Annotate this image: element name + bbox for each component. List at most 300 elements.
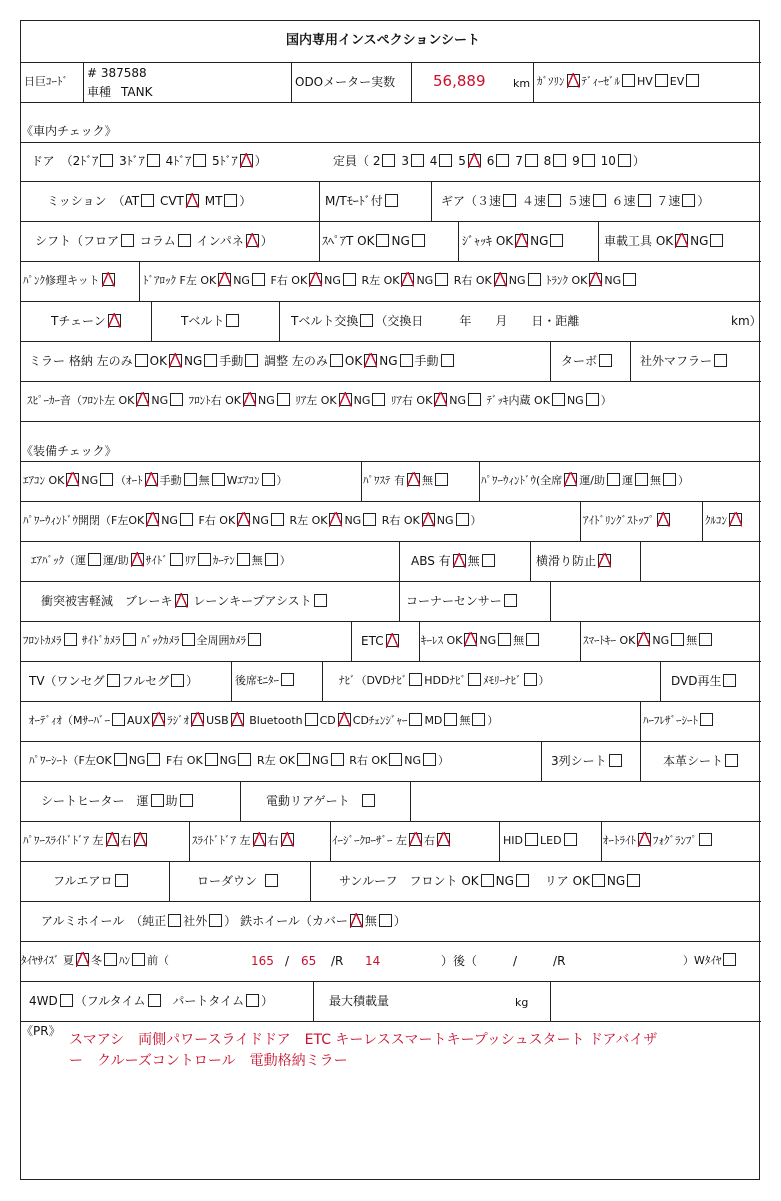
- shift-label: シフト（フロア: [35, 234, 120, 248]
- rule: [21, 102, 761, 103]
- tailgate-checkbox[interactable]: [362, 794, 375, 807]
- rule: [21, 341, 761, 342]
- speaker-rl-label: ﾘｱ左 OK: [295, 394, 337, 407]
- door-2-checkbox[interactable]: [100, 154, 113, 167]
- none-label: 無: [686, 634, 698, 647]
- rule: [21, 901, 761, 902]
- hid-checkbox[interactable]: [525, 833, 538, 846]
- navi-memory-checkbox[interactable]: [524, 673, 537, 686]
- collision-checkbox[interactable]: [175, 594, 188, 607]
- audio-aux-checkbox[interactable]: [152, 713, 165, 726]
- spare-ng-checkbox[interactable]: [412, 234, 425, 247]
- pw-rr-ng-checkbox[interactable]: [456, 513, 469, 526]
- tchain-row: [51, 313, 123, 329]
- rule: [541, 741, 542, 781]
- mission-at-checkbox[interactable]: [141, 194, 154, 207]
- parttime-checkbox[interactable]: [246, 994, 259, 1007]
- rule: [640, 741, 641, 781]
- fourwd-label: 4WD: [29, 994, 58, 1008]
- rule: [411, 62, 412, 102]
- capacity-6-checkbox[interactable]: [496, 154, 509, 167]
- jack-ng-checkbox[interactable]: [550, 234, 563, 247]
- aircon-label: ｴｱｺﾝ OK: [23, 474, 65, 487]
- easy-closer-row: [332, 833, 452, 849]
- capacity-4-checkbox[interactable]: [439, 154, 452, 167]
- ng-label: NG: [604, 274, 622, 287]
- seat-heater-driver-checkbox[interactable]: [151, 794, 164, 807]
- rear-monitor-label: 後席ﾓﾆﾀｰ: [235, 674, 279, 687]
- rear-monitor-row: [235, 673, 296, 689]
- trunk-ng-checkbox[interactable]: [623, 273, 636, 286]
- rule: [21, 261, 761, 262]
- tire-winter-label: 冬: [91, 954, 102, 967]
- pw-rl-label: R左 OK: [289, 514, 328, 527]
- smartkey-none-checkbox[interactable]: [699, 633, 712, 646]
- airbag-none-checkbox[interactable]: [265, 553, 278, 566]
- trunk-ok-checkbox[interactable]: [589, 273, 602, 286]
- right-label: 右: [120, 834, 132, 847]
- tbelt-exchange-row: [291, 313, 579, 329]
- fuel-row: [537, 74, 701, 90]
- mirror-fold-ok-checkbox[interactable]: [169, 354, 182, 367]
- cruise-checkbox[interactable]: [729, 513, 742, 526]
- mirror-adjust-ok-checkbox[interactable]: [364, 354, 377, 367]
- sunroof-front-ok-checkbox[interactable]: [481, 874, 494, 887]
- rule: [319, 181, 320, 221]
- fourwd-checkbox[interactable]: [60, 994, 73, 1007]
- mission-cvt-checkbox[interactable]: [186, 194, 199, 207]
- wheel-row: [41, 913, 406, 929]
- gear-7-checkbox[interactable]: [682, 194, 695, 207]
- w-tire-label: ）Wﾀｲﾔ: [683, 954, 722, 967]
- pw-fr-label: F右 OK: [198, 514, 236, 527]
- smartkey-ok-checkbox[interactable]: [637, 633, 650, 646]
- doorlock-fl-ng-checkbox[interactable]: [252, 273, 265, 286]
- rule: [21, 661, 761, 662]
- ng-label: NG: [690, 234, 709, 248]
- pseat-fr-ng-checkbox[interactable]: [238, 753, 251, 766]
- power-steering-none-checkbox[interactable]: [435, 473, 448, 486]
- ng-label: NG: [416, 274, 434, 287]
- rule: [21, 741, 761, 742]
- none-label: 無: [459, 714, 471, 727]
- alumi-genuine-checkbox[interactable]: [168, 914, 181, 927]
- navi-dvd-checkbox[interactable]: [409, 673, 422, 686]
- ng-label: NG: [344, 514, 362, 527]
- pw-rl-ng-checkbox[interactable]: [363, 513, 376, 526]
- tchain-checkbox[interactable]: [108, 314, 121, 327]
- lowdown-checkbox[interactable]: [265, 874, 278, 887]
- right-label: 右: [267, 834, 279, 847]
- tv-fullseg-checkbox[interactable]: [171, 674, 184, 687]
- speaker-rl-ok-checkbox[interactable]: [339, 393, 352, 406]
- speaker-rr-ng-checkbox[interactable]: [468, 393, 481, 406]
- power-slide-left-checkbox[interactable]: [106, 833, 119, 846]
- shift-column-label: コラム: [139, 234, 176, 248]
- leather-checkbox[interactable]: [725, 754, 738, 767]
- doorlock-rl-ng-checkbox[interactable]: [435, 273, 448, 286]
- corner-sensor-checkbox[interactable]: [504, 594, 517, 607]
- gear-7-label: ７速: [656, 194, 681, 208]
- rule: [21, 781, 761, 782]
- audio-radio-checkbox[interactable]: [191, 713, 204, 726]
- model-value: TANK: [121, 85, 153, 99]
- power-steering-yes-checkbox[interactable]: [407, 473, 420, 486]
- door-3-checkbox[interactable]: [147, 154, 160, 167]
- shift-column-checkbox[interactable]: [178, 234, 191, 247]
- power-steering-row: [363, 473, 450, 489]
- ng-label: NG: [530, 234, 549, 248]
- ng-label: NG: [449, 394, 467, 407]
- mirror-adjust-label: 調整 左のみ: [264, 354, 328, 368]
- tire-summer-checkbox[interactable]: [76, 953, 89, 966]
- door-4-label: 4ﾄﾞｱ: [165, 154, 192, 168]
- sunroof-rear-ng-checkbox[interactable]: [627, 874, 640, 887]
- muffler-checkbox[interactable]: [714, 354, 727, 367]
- mirror-fold-left-checkbox[interactable]: [135, 354, 148, 367]
- lowdown-row: [197, 873, 280, 889]
- dvd-checkbox[interactable]: [723, 674, 736, 687]
- keyless-none-checkbox[interactable]: [526, 633, 539, 646]
- shift-floor-checkbox[interactable]: [121, 234, 134, 247]
- doorlock-rr-label: R右 OK: [453, 274, 492, 287]
- lane-keep-checkbox[interactable]: [314, 594, 327, 607]
- full-aero-checkbox[interactable]: [115, 874, 128, 887]
- pw-rl-ok-checkbox[interactable]: [329, 513, 342, 526]
- doorlock-rr-ok-checkbox[interactable]: [494, 273, 507, 286]
- airbag-dp-checkbox[interactable]: [131, 553, 144, 566]
- rule: [189, 821, 190, 861]
- rule: [660, 661, 661, 701]
- deck-label: ﾃﾞｯｷ内蔵 OK: [486, 394, 550, 407]
- pseat-fr-ok-checkbox[interactable]: [205, 753, 218, 766]
- capacity-label: 定員（: [333, 154, 370, 168]
- tbelt-checkbox[interactable]: [226, 314, 239, 327]
- audio-cd-checkbox[interactable]: [338, 713, 351, 726]
- rule: [530, 541, 531, 581]
- smartkey-row: [583, 633, 714, 649]
- pw-fl-ok-checkbox[interactable]: [146, 513, 159, 526]
- steel-cover-checkbox[interactable]: [350, 914, 363, 927]
- foglamp-checkbox[interactable]: [699, 833, 712, 846]
- mission-mt-label: MT: [204, 194, 223, 208]
- pw-rr-ok-checkbox[interactable]: [422, 513, 435, 526]
- tbelt-exchange-label: Tベルト交換: [291, 314, 359, 328]
- capacity-10-checkbox[interactable]: [618, 154, 631, 167]
- capacity-8-checkbox[interactable]: [553, 154, 566, 167]
- speaker-fl-ng-checkbox[interactable]: [170, 393, 183, 406]
- tire-width-value: 165: [251, 954, 274, 968]
- sunroof-row: [339, 873, 642, 889]
- keyless-ok-checkbox[interactable]: [464, 633, 477, 646]
- half-leather-checkbox[interactable]: [700, 713, 713, 726]
- capacity-4-label: 4: [429, 154, 438, 168]
- audio-cdchanger-checkbox[interactable]: [409, 713, 422, 726]
- around-camera-checkbox[interactable]: [248, 633, 261, 646]
- rule: [533, 62, 534, 102]
- doorlock-fr-ng-checkbox[interactable]: [343, 273, 356, 286]
- sunroof-front-ng-checkbox[interactable]: [516, 874, 529, 887]
- etc-checkbox[interactable]: [386, 634, 399, 647]
- navi-hdd-label: HDDﾅﾋﾞ: [424, 674, 466, 687]
- rule: [499, 821, 500, 861]
- power-window-none-checkbox[interactable]: [663, 473, 676, 486]
- speaker-fr-ng-checkbox[interactable]: [277, 393, 290, 406]
- audio-cd-label: CD: [319, 714, 336, 727]
- puncture-checkbox[interactable]: [102, 273, 115, 286]
- back-camera-checkbox[interactable]: [182, 633, 195, 646]
- fuel-ev-checkbox[interactable]: [686, 74, 699, 87]
- none-label: 無: [422, 474, 433, 487]
- none-label: 無: [513, 634, 525, 647]
- doorlock-label: ﾄﾞｱﾛｯｸ F左 OK: [143, 274, 217, 287]
- rule: [351, 621, 352, 661]
- manual-label: 手動: [219, 354, 244, 368]
- gear-3-checkbox[interactable]: [503, 194, 516, 207]
- audio-bluetooth-checkbox[interactable]: [305, 713, 318, 726]
- paren: ）: [276, 474, 288, 487]
- speaker-fl-ok-checkbox[interactable]: [136, 393, 149, 406]
- seat-heater-label: シートヒーター 運: [41, 794, 149, 808]
- paren: ）: [678, 474, 690, 487]
- rule: [419, 621, 420, 661]
- easy-closer-left-checkbox[interactable]: [409, 833, 422, 846]
- pseat-fr-label: F右 OK: [165, 754, 203, 767]
- mt-mode-checkbox[interactable]: [385, 194, 398, 207]
- alumi-wheel-label: アルミホイール （純正: [41, 914, 167, 928]
- slide-door-right-checkbox[interactable]: [281, 833, 294, 846]
- none-label: 無: [467, 554, 480, 568]
- pseat-rr-ng-checkbox[interactable]: [423, 753, 436, 766]
- pw-fl-ng-checkbox[interactable]: [180, 513, 193, 526]
- airbag-curtain-checkbox[interactable]: [237, 553, 250, 566]
- capacity-3-checkbox[interactable]: [411, 154, 424, 167]
- paren: ）: [632, 154, 645, 168]
- airbag-driver-checkbox[interactable]: [88, 553, 101, 566]
- doorlock-fr-ok-checkbox[interactable]: [309, 273, 322, 286]
- lights-row: [503, 833, 579, 849]
- gear-4-checkbox[interactable]: [548, 194, 561, 207]
- paren: ）: [470, 514, 482, 527]
- door-5-checkbox[interactable]: [240, 154, 253, 167]
- rear-monitor-checkbox[interactable]: [281, 673, 294, 686]
- rule: [21, 301, 761, 302]
- led-checkbox[interactable]: [564, 833, 577, 846]
- pseat-rr-ok-checkbox[interactable]: [389, 753, 402, 766]
- power-slide-right-checkbox[interactable]: [134, 833, 147, 846]
- door-4-checkbox[interactable]: [193, 154, 206, 167]
- half-leather-label: ﾊｰﾌﾚｻﾞｰｼｰﾄ: [643, 714, 698, 727]
- aircon-manual-checkbox[interactable]: [184, 473, 197, 486]
- autolight-row: [603, 833, 714, 849]
- ng-label: NG: [436, 514, 454, 527]
- fuel-ev-label: EV: [669, 75, 685, 88]
- mission-label: ミッション （AT: [47, 194, 140, 208]
- pw-fr-ok-checkbox[interactable]: [237, 513, 250, 526]
- pseat-rl-ok-checkbox[interactable]: [297, 753, 310, 766]
- rule: [21, 701, 761, 702]
- aircon-row: [23, 473, 288, 489]
- audio-md-checkbox[interactable]: [444, 713, 457, 726]
- abs-none-checkbox[interactable]: [482, 554, 495, 567]
- tire-front-label: 前（: [147, 954, 169, 967]
- keyless-row: [421, 633, 541, 649]
- power-window-dp-checkbox[interactable]: [607, 473, 620, 486]
- speaker-rr-ok-checkbox[interactable]: [434, 393, 447, 406]
- mirror-fold-manual-checkbox[interactable]: [245, 354, 258, 367]
- doorlock-fl-ok-checkbox[interactable]: [218, 273, 231, 286]
- corner-row: [406, 593, 519, 609]
- fulltime-checkbox[interactable]: [148, 994, 161, 1007]
- w-tire-row: [683, 953, 738, 969]
- idle-stop-checkbox[interactable]: [657, 513, 670, 526]
- tools-ng-checkbox[interactable]: [710, 234, 723, 247]
- aircon-ok-checkbox[interactable]: [66, 473, 79, 486]
- aircon-auto-checkbox[interactable]: [145, 473, 158, 486]
- tbelt-exchange-checkbox[interactable]: [360, 314, 373, 327]
- tire-half-checkbox[interactable]: [132, 953, 145, 966]
- abs-yes-checkbox[interactable]: [453, 554, 466, 567]
- jack-ok-checkbox[interactable]: [515, 234, 528, 247]
- mirror-adjust-manual-checkbox[interactable]: [441, 354, 454, 367]
- steel-none-checkbox[interactable]: [379, 914, 392, 927]
- front-camera-label: ﾌﾛﾝﾄｶﾒﾗ: [23, 634, 62, 647]
- full-aero-row: [53, 873, 130, 889]
- gear-6-checkbox[interactable]: [638, 194, 651, 207]
- rule: [291, 62, 292, 102]
- shift-row: [35, 233, 273, 249]
- rule: [550, 981, 551, 1021]
- sunroof-rear-ok-checkbox[interactable]: [592, 874, 605, 887]
- aircon-none-checkbox[interactable]: [212, 473, 225, 486]
- navi-hdd-checkbox[interactable]: [468, 673, 481, 686]
- pw-fr-ng-checkbox[interactable]: [271, 513, 284, 526]
- spare-ok-checkbox[interactable]: [376, 234, 389, 247]
- skid-row: [536, 553, 613, 569]
- front-camera-checkbox[interactable]: [64, 633, 77, 646]
- steel-wheel-label: 鉄ホイール（カバー: [240, 914, 348, 928]
- spare-row: [322, 233, 427, 249]
- capacity-8-label: 8: [543, 154, 552, 168]
- jack-row: [462, 233, 565, 249]
- gear-5-label: ５速: [566, 194, 591, 208]
- ng-label: NG: [391, 234, 410, 248]
- side-camera-checkbox[interactable]: [123, 633, 136, 646]
- turbo-checkbox[interactable]: [599, 354, 612, 367]
- rule: [21, 861, 761, 862]
- navi-label: ﾅﾋﾞ（DVDﾅﾋﾞ: [339, 674, 408, 687]
- doorlock-rr-ng-checkbox[interactable]: [528, 273, 541, 286]
- w-tire-checkbox[interactable]: [723, 953, 736, 966]
- capacity-7-checkbox[interactable]: [525, 154, 538, 167]
- rule: [151, 301, 152, 341]
- skid-checkbox[interactable]: [598, 554, 611, 567]
- speaker-rl-ng-checkbox[interactable]: [372, 393, 385, 406]
- tailgate-label: 電動リアゲート: [266, 794, 350, 808]
- power-window-row: [481, 473, 689, 489]
- capacity-2-checkbox[interactable]: [382, 154, 395, 167]
- rule: [21, 62, 761, 63]
- door-3-label: 3ﾄﾞｱ: [119, 154, 145, 168]
- capacity-10-label: 10: [600, 154, 616, 168]
- seat-heater-pass-checkbox[interactable]: [180, 794, 193, 807]
- tv-fullseg-label: フルセグ: [121, 674, 170, 688]
- autolight-checkbox[interactable]: [638, 833, 651, 846]
- capacity-9-checkbox[interactable]: [582, 154, 595, 167]
- gear-5-checkbox[interactable]: [593, 194, 606, 207]
- tire-winter-checkbox[interactable]: [104, 953, 117, 966]
- pr-text: スマアシ 両側パワースライドドア ETC キーレススマートキープッシュスタート ドアバイザー クルーズコントロール 電動格納ミラー: [69, 1032, 658, 1069]
- mirror-adjust-left-checkbox[interactable]: [330, 354, 343, 367]
- tire-aspect-value: 65: [301, 954, 317, 968]
- shift-inpane-checkbox[interactable]: [246, 234, 259, 247]
- fuel-diesel-checkbox[interactable]: [622, 74, 635, 87]
- slide-door-left-checkbox[interactable]: [253, 833, 266, 846]
- pseat-fl-ng-checkbox[interactable]: [147, 753, 160, 766]
- tools-ok-checkbox[interactable]: [675, 234, 688, 247]
- alumi-aftermarket-label: 社外: [183, 914, 208, 928]
- mirror-fold-ng-checkbox[interactable]: [204, 354, 217, 367]
- mirror-adjust-ng-checkbox[interactable]: [400, 354, 413, 367]
- rule: [169, 861, 170, 901]
- paren: ）: [393, 914, 406, 928]
- doorlock-rl-ok-checkbox[interactable]: [401, 273, 414, 286]
- airbag-rear-checkbox[interactable]: [198, 553, 211, 566]
- rule: [580, 621, 581, 661]
- deck-ng-checkbox[interactable]: [586, 393, 599, 406]
- paren: ）: [279, 554, 291, 567]
- pseat-fl-ok-checkbox[interactable]: [114, 753, 127, 766]
- audio-none-checkbox[interactable]: [472, 713, 485, 726]
- code-value: # 387588: [87, 66, 147, 80]
- rule: [310, 861, 311, 901]
- door-label: ドア （2ﾄﾞｱ: [31, 154, 99, 168]
- paren: ）: [438, 754, 449, 767]
- deck-ok-checkbox[interactable]: [552, 393, 565, 406]
- rule: [21, 501, 761, 502]
- keyless-ng-checkbox[interactable]: [498, 633, 511, 646]
- audio-usb-checkbox[interactable]: [231, 713, 244, 726]
- waircon-checkbox[interactable]: [262, 473, 275, 486]
- puncture-row: [23, 273, 117, 289]
- ng-label: NG: [183, 354, 203, 368]
- alumi-aftermarket-checkbox[interactable]: [209, 914, 222, 927]
- power-window-all-checkbox[interactable]: [564, 473, 577, 486]
- ng-label: NG: [566, 394, 584, 407]
- fourwd-row: [29, 993, 273, 1009]
- fuel-gasoline-checkbox[interactable]: [567, 74, 580, 87]
- speaker-fr-ok-checkbox[interactable]: [243, 393, 256, 406]
- ng-label: NG: [379, 354, 398, 368]
- paren: ）: [239, 194, 252, 208]
- easy-closer-right-checkbox[interactable]: [437, 833, 450, 846]
- rule: [21, 821, 761, 822]
- tv-oneseg-checkbox[interactable]: [107, 674, 120, 687]
- aircon-ng-checkbox[interactable]: [100, 473, 113, 486]
- capacity-5-checkbox[interactable]: [468, 154, 481, 167]
- fuel-gasoline-label: ｶﾞｿﾘﾝ: [537, 75, 565, 88]
- audio-mserver-checkbox[interactable]: [112, 713, 125, 726]
- smartkey-ng-checkbox[interactable]: [671, 633, 684, 646]
- fulltime-label: （フルタイム: [74, 994, 146, 1008]
- fuel-hv-checkbox[interactable]: [655, 74, 668, 87]
- audio-bluetooth-label: Bluetooth: [249, 714, 303, 727]
- airbag-side-checkbox[interactable]: [170, 553, 183, 566]
- mission-mt-checkbox[interactable]: [224, 194, 237, 207]
- power-window-d-checkbox[interactable]: [635, 473, 648, 486]
- third-row-checkbox[interactable]: [609, 754, 622, 767]
- pseat-rl-ng-checkbox[interactable]: [331, 753, 344, 766]
